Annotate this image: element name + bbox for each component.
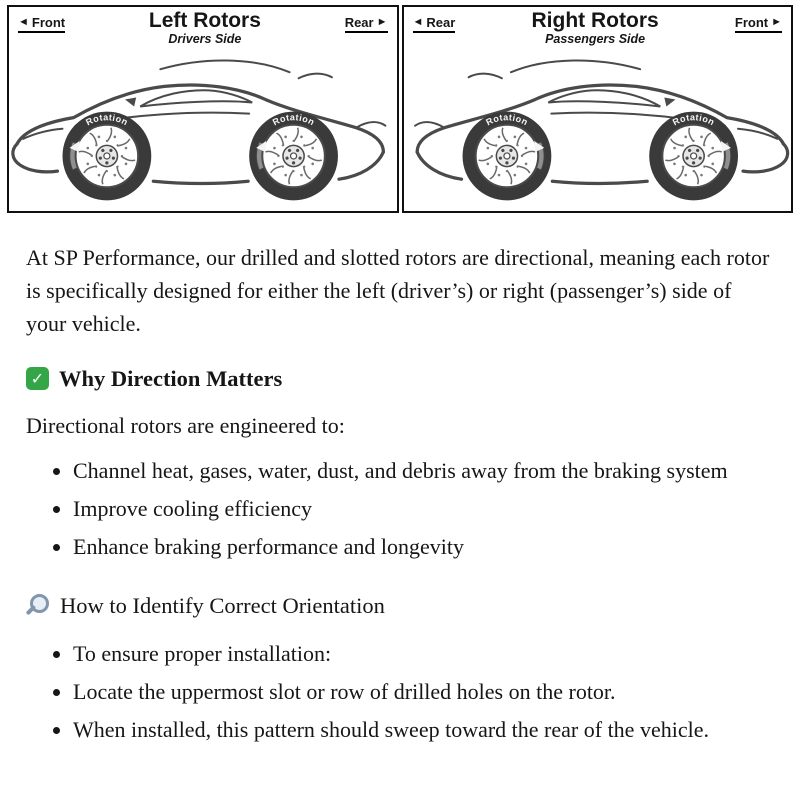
left-panel-title: Left Rotors xyxy=(148,9,261,32)
left-rotors-panel xyxy=(7,5,399,213)
arrow-left-icon: ◄ xyxy=(412,16,424,28)
left-car-illustration xyxy=(9,47,397,210)
orientation-list xyxy=(26,637,774,746)
right-rotors-panel xyxy=(402,5,794,213)
magnifier-icon xyxy=(26,594,50,618)
list-item: • When installed, this pattern should sweep toward the rear of the vehicle. xyxy=(73,713,774,746)
rotor-direction-diagram xyxy=(7,5,793,213)
svg-text:Rotation: Rotation xyxy=(483,112,530,128)
check-icon: ✓ xyxy=(26,367,49,390)
page xyxy=(0,5,800,780)
list-item: • To ensure proper installation: xyxy=(73,637,774,670)
svg-text:Rotation: Rotation xyxy=(84,112,130,128)
list-item: • Improve cooling efficiency xyxy=(73,492,774,525)
engineered-lead: Directional rotors are engineered to: xyxy=(26,413,345,439)
orientation-heading-text: How to Identify Correct Orientation xyxy=(60,593,385,619)
intro-paragraph: At SP Performance, our drilled and slotted rotors are directional, meaning each rotor is specifically designed for either the left (driver’s) or right (passenger’s) side of your vehicle. xyxy=(26,244,770,336)
front-direction-label xyxy=(18,15,65,33)
rear-direction-label xyxy=(345,15,388,33)
list-item: • Channel heat, gases, water, dust, and debris away from the braking system xyxy=(73,454,774,487)
list-item: • Enhance braking performance and longevity xyxy=(73,530,774,563)
right-car-illustration xyxy=(404,47,792,210)
right-panel-title: Right Rotors xyxy=(531,9,659,32)
list-item: • Locate the uppermost slot or row of drilled holes on the rotor. xyxy=(73,675,774,708)
right-panel-header xyxy=(404,7,792,46)
front-label-text: Front xyxy=(31,15,66,30)
arrow-left-icon: ◄ xyxy=(18,16,29,28)
front-label-text: Front xyxy=(734,15,769,30)
svg-text:Rotation: Rotation xyxy=(270,112,317,128)
left-panel-subtitle: Drivers Side xyxy=(168,32,242,47)
right-panel-titles xyxy=(455,10,735,46)
article-body xyxy=(0,221,800,781)
rear-direction-label xyxy=(413,15,456,33)
rear-label-text: Rear xyxy=(426,15,456,30)
right-panel-subtitle: Passengers Side xyxy=(545,32,646,47)
why-direction-list xyxy=(26,454,774,563)
front-direction-label xyxy=(735,15,782,33)
svg-text:Rotation: Rotation xyxy=(670,112,716,128)
rear-label-text: Rear xyxy=(344,15,374,30)
left-panel-header xyxy=(9,7,397,46)
left-panel-titles xyxy=(65,10,345,46)
arrow-right-icon: ► xyxy=(376,16,388,28)
why-direction-heading-text: Why Direction Matters xyxy=(59,365,283,391)
orientation-heading xyxy=(26,589,774,623)
arrow-right-icon: ► xyxy=(771,16,782,28)
why-direction-heading xyxy=(26,362,774,396)
